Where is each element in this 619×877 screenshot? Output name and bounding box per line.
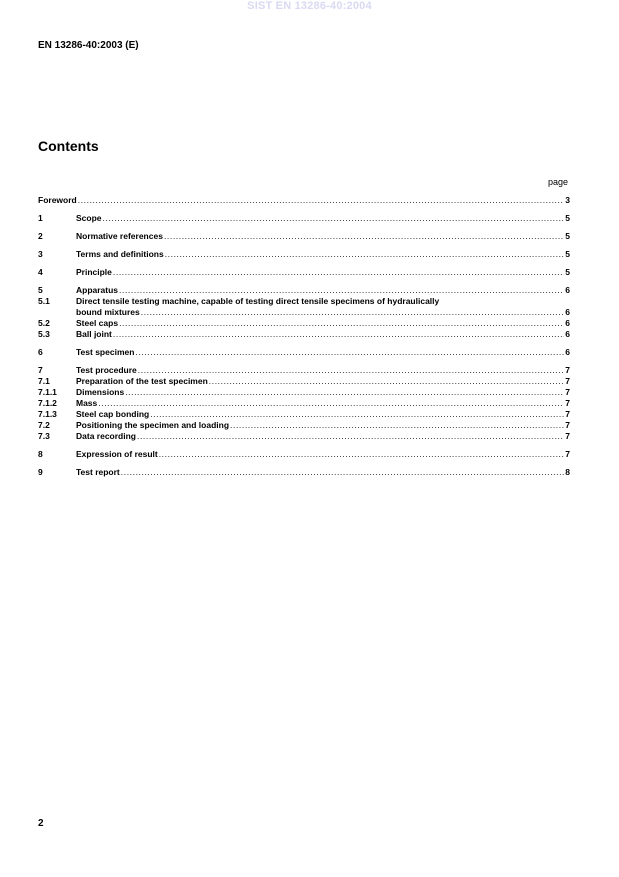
toc-page-number: 5	[565, 231, 570, 241]
toc-page-number: 6	[565, 347, 570, 357]
toc-number: 7.1	[38, 376, 50, 386]
toc-number: 5.3	[38, 329, 50, 339]
toc-number: 9	[38, 467, 43, 477]
toc-entry-5-3[interactable]	[38, 329, 570, 340]
toc-entry-7-1-2[interactable]	[38, 398, 570, 409]
toc-dot-leader	[119, 318, 564, 329]
toc-dot-leader	[119, 285, 564, 296]
toc-entry-5-2[interactable]	[38, 318, 570, 329]
toc-page-number: 6	[565, 285, 570, 295]
toc-title: Steel caps	[76, 318, 119, 328]
toc-dot-leader	[137, 431, 564, 442]
toc-title: Terms and definitions	[76, 249, 164, 259]
toc-entry-2[interactable]	[38, 231, 570, 242]
toc-page-number: 5	[565, 213, 570, 223]
toc-page-number: 7	[565, 431, 570, 441]
contents-heading: Contents	[38, 138, 99, 154]
toc-number: 5	[38, 285, 43, 295]
toc-page-number: 7	[565, 420, 570, 430]
watermark-text: SIST EN 13286-40:2004	[247, 0, 372, 12]
toc-title: Positioning the specimen and loading	[76, 420, 230, 430]
toc-dot-leader	[125, 387, 564, 398]
toc-number: 7.1.3	[38, 409, 57, 419]
toc-title: Test specimen	[76, 347, 135, 357]
toc-dot-leader	[159, 449, 565, 460]
toc-page-number: 7	[565, 409, 570, 419]
toc-number: 2	[38, 231, 43, 241]
toc-dot-leader	[135, 347, 564, 358]
toc-dot-leader	[209, 376, 564, 387]
toc-number: 7	[38, 365, 43, 375]
toc-dot-leader	[138, 365, 564, 376]
toc-entry-5-1[interactable]	[38, 296, 570, 318]
toc-number: 7.1.1	[38, 387, 57, 397]
page-number: 2	[38, 818, 44, 829]
toc-number: 5.2	[38, 318, 50, 328]
toc-number: 5.1	[38, 296, 50, 306]
toc-entry-5[interactable]	[38, 285, 570, 296]
toc-title: Direct tensile testing machine, capable of testing direct tensile specimens of hydraulically	[76, 296, 440, 306]
toc-dot-leader	[165, 249, 565, 260]
toc-page-number: 6	[565, 307, 570, 317]
toc-number: 4	[38, 267, 43, 277]
toc-entry-foreword[interactable]	[38, 195, 570, 206]
toc-entry-8[interactable]	[38, 449, 570, 460]
toc-entry-4[interactable]	[38, 267, 570, 278]
document-id: EN 13286-40:2003 (E)	[38, 40, 139, 51]
toc-title: Dimensions	[76, 387, 125, 397]
toc-title: Foreword	[38, 195, 77, 205]
toc-page-number: 7	[565, 398, 570, 408]
toc-entry-7-2[interactable]	[38, 420, 570, 431]
toc-page-number: 7	[565, 376, 570, 386]
toc-number: 8	[38, 449, 43, 459]
toc-dot-leader	[113, 267, 564, 278]
toc-entry-7-1-3[interactable]	[38, 409, 570, 420]
toc-page-number: 7	[565, 387, 570, 397]
toc-page-number: 6	[565, 329, 570, 339]
toc-dot-leader	[113, 329, 564, 340]
toc-page-number: 5	[565, 267, 570, 277]
toc-title: Steel cap bonding	[76, 409, 150, 419]
toc-number: 3	[38, 249, 43, 259]
toc-dot-leader	[78, 195, 565, 206]
toc-entry-1[interactable]	[38, 213, 570, 224]
toc-entry-7-3[interactable]	[38, 431, 570, 442]
toc-title-continued: bound mixtures	[76, 307, 140, 317]
toc-title: Data recording	[76, 431, 136, 441]
toc-number: 6	[38, 347, 43, 357]
toc-title: Normative references	[76, 231, 163, 241]
toc-page-number: 3	[565, 195, 570, 205]
toc-entry-3[interactable]	[38, 249, 570, 260]
toc-dot-leader	[230, 420, 564, 431]
toc-dot-leader	[98, 398, 564, 409]
toc-entry-6[interactable]	[38, 347, 570, 358]
toc-title: Ball joint	[76, 329, 112, 339]
toc-page-number: 8	[565, 467, 570, 477]
toc-page-number: 5	[565, 249, 570, 259]
toc-title: Apparatus	[76, 285, 119, 295]
toc-dot-leader	[164, 231, 564, 242]
toc-title: Scope	[76, 213, 102, 223]
toc-entry-7-1[interactable]	[38, 376, 570, 387]
toc-entry-7[interactable]	[38, 365, 570, 376]
toc-title: Test procedure	[76, 365, 137, 375]
toc-number: 7.2	[38, 420, 50, 430]
toc-dot-leader	[141, 307, 565, 318]
toc-title: Preparation of the test specimen	[76, 376, 208, 386]
toc-number: 7.3	[38, 431, 50, 441]
toc-title: Test report	[76, 467, 120, 477]
toc-title: Mass	[76, 398, 98, 408]
toc-page-number: 7	[565, 449, 570, 459]
toc-page-number: 6	[565, 318, 570, 328]
toc-dot-leader	[150, 409, 564, 420]
toc-title: Principle	[76, 267, 112, 277]
toc-page-number: 7	[565, 365, 570, 375]
toc-entry-7-1-1[interactable]	[38, 387, 570, 398]
page-column-label: page	[547, 177, 568, 187]
toc-number: 1	[38, 213, 43, 223]
toc-number: 7.1.2	[38, 398, 57, 408]
toc-dot-leader	[103, 213, 565, 224]
table-of-contents	[38, 195, 570, 478]
toc-entry-9[interactable]	[38, 467, 570, 478]
toc-title: Expression of result	[76, 449, 158, 459]
toc-dot-leader	[121, 467, 564, 478]
